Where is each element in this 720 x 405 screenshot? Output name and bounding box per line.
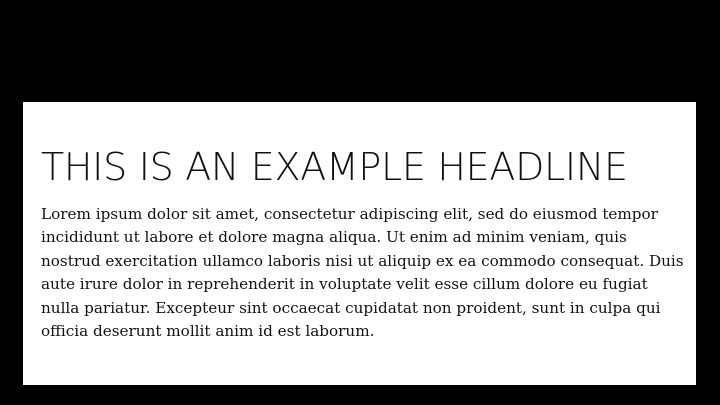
headline: THIS IS AN EXAMPLE HEADLINE — [41, 145, 628, 189]
body-paragraph: Lorem ipsum dolor sit amet, consectetur adipiscing elit, sed do eiusmod tempor incididunt ut labore et dolore magna aliqua. Ut enim ad minim veniam, quis nostrud exercitation ullamco laboris nisi ut aliquip ex ea commodo consequat. Duis aute irure dolor in reprehenderit in voluptate velit esse cillum dolore eu fugiat nulla pariatur. Excepteur sint occaecat cupidatat non proident, sunt in culpa qui officia deserunt mollit anim id est laborum. — [41, 205, 684, 341]
content-card — [23, 102, 696, 385]
